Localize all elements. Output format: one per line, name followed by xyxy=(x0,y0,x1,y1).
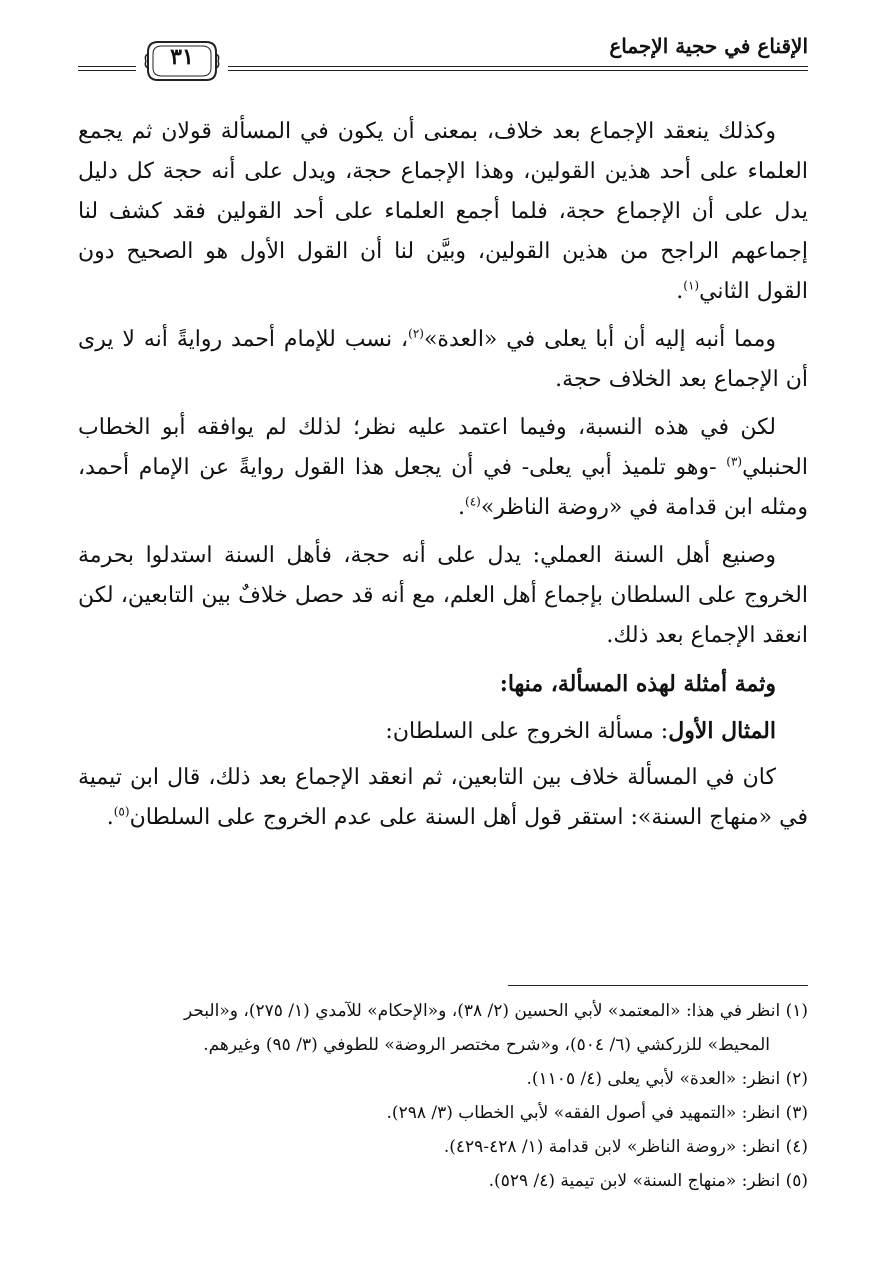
footnote-ref-1: (١) xyxy=(683,278,700,293)
footnote-1 xyxy=(78,994,808,1062)
footnote-ref-5: (٥) xyxy=(113,804,130,819)
page-number: ٣١ xyxy=(170,44,194,70)
header-rule-right xyxy=(228,66,808,71)
paragraph-2-text-a: ومما أنبه إليه أن أبا يعلى في «العدة» xyxy=(423,327,776,352)
examples-heading-text: وثمة أمثلة لهذه المسألة، منها: xyxy=(499,671,776,697)
paragraph-1-end: . xyxy=(676,279,684,304)
example-1-heading xyxy=(78,711,808,752)
footnote-2: (٢) انظر: «العدة» لأبي يعلى (٤/ ١١٠٥). xyxy=(526,1069,808,1089)
paragraph-5-text: كان في المسألة خلاف بين التابعين، ثم انعقد الإجماع بعد ذلك، قال ابن تيمية في «منهاج السنة»: استقر قول أهل السنة على عدم الخروج على السلطان xyxy=(78,765,808,830)
paragraph-3-end: . xyxy=(458,495,466,520)
main-text xyxy=(78,112,808,846)
example-1-title: : مسألة الخروج على السلطان: xyxy=(385,719,669,744)
footnote-4: (٤) انظر: «روضة الناظر» لابن قدامة (١/ ٤٢٨-٤٢٩). xyxy=(443,1137,808,1157)
paragraph-3-text-a: لكن في هذه النسبة، وفيما اعتمد عليه نظر؛ لذلك لم يوافقه أبو الخطاب الحنبلي xyxy=(78,415,808,480)
paragraph-3-text-b: -وهو تلميذ أبي يعلى- في أن يجعل هذا القول روايةً عن الإمام أحمد، ومثله ابن قدامة في «روضة الناظر» xyxy=(78,455,808,520)
paragraph-5-end: . xyxy=(106,805,114,830)
page-header xyxy=(78,24,808,80)
page-number-badge xyxy=(144,38,220,84)
paragraph-2-text-b: ، نسب للإمام أحمد روايةً أنه لا يرى أن الإجماع بعد الخلاف حجة. xyxy=(78,327,808,392)
example-1-label: المثال الأول xyxy=(668,718,776,744)
paragraph-1 xyxy=(78,112,808,312)
examples-heading xyxy=(78,664,808,705)
footnote-ref-2: (٢) xyxy=(408,326,424,341)
footnote-ref-4: (٤) xyxy=(465,494,481,509)
footnote-ref-3: (٣) xyxy=(726,454,743,469)
paragraph-4: وصنيع أهل السنة العملي: يدل على أنه حجة، فأهل السنة استدلوا بحرمة الخروج على السلطان بإجماع أهل العلم، مع أنه قد حصل خلافٌ بين التابعين، لكن انعقد الإجماع بعد ذلك. xyxy=(78,543,808,648)
paragraph-1-text: وكذلك ينعقد الإجماع بعد خلاف، بمعنى أن يكون في المسألة قولان ثم يجمع العلماء على أحد هذين القولين، وهذا الإجماع حجة، ويدل على أنه حجة كل دليل يدل على أن الإجماع حجة، فلما أجمع العلماء على أحد القولين فقد كشف لنا إجماعهم الراجح من هذين القولين، وبيَّن لنا أن القول الأول هو الصحيح دون القول الثاني xyxy=(78,119,808,304)
footnote-5: (٥) انظر: «منهاج السنة» لابن تيمية (٤/ ٥٢٩). xyxy=(488,1171,808,1191)
paragraph-2 xyxy=(78,320,808,400)
footnote-3: (٣) انظر: «التمهيد في أصول الفقه» لأبي الخطاب (٣/ ٢٩٨). xyxy=(386,1103,808,1123)
footnotes xyxy=(78,994,808,1198)
running-title: الإقناع في حجية الإجماع xyxy=(609,34,808,58)
paragraph-5 xyxy=(78,758,808,838)
header-rule-left xyxy=(78,66,136,71)
footnote-separator xyxy=(508,985,808,986)
footnote-1-line-1: (١) انظر في هذا: «المعتمد» لأبي الحسين (٢/ ٣٨)، و«الإحكام» للآمدي (١/ ٢٧٥)، و«البحر xyxy=(183,1001,808,1021)
footnote-1-line-2: المحيط» للزركشي (٦/ ٥٠٤)، و«شرح مختصر الروضة» للطوفي (٣/ ٩٥) وغيرهم. xyxy=(203,1035,770,1055)
paragraph-3 xyxy=(78,408,808,528)
